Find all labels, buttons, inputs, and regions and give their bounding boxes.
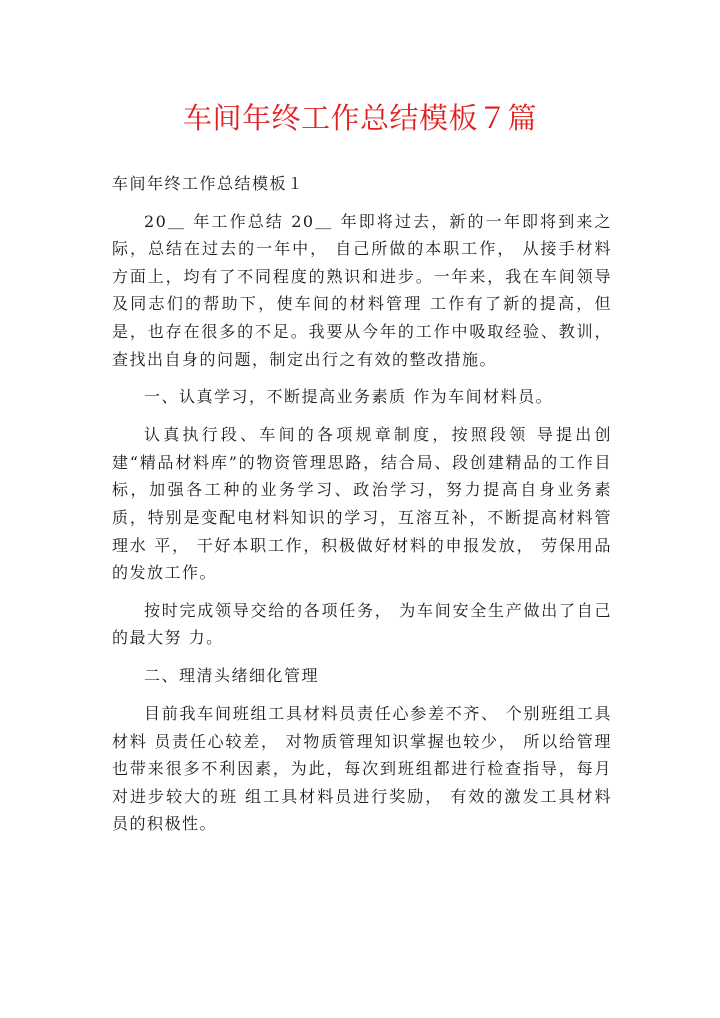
paragraph-intro: 20＿ 年工作总结 20＿ 年即将过去，新的一年即将到来之际，总结在过去的一年中， 自己所做的本职工作， 从接手材料方面上，均有了不同程度的熟识和进步。一年来，我在车间领导及同志们的帮助下，使车间的材料管理 工作有了新的提高，但是，也存在很多的不足。我要从今年的工作中吸取经验、教训，查找出自身的问题，制定出行之有效的整改措施。 (112, 211, 612, 369)
document-body (112, 170, 612, 848)
paragraph-management: 目前我车间班组工具材料员责任心参差不齐、 个别班组工具材料 员责任心较差， 对物质管理知识掌握也较少， 所以给管理也带来很多不利因素，为此，每次到班组都进行检查指导，每月对进步较大的班 组工具材料员进行奖励， 有效的激发工具材料员的积极性。 (112, 704, 612, 834)
section-heading-2: 二、理清头绪细化管理 (144, 666, 320, 686)
document-title: 车间年终工作总结模板７篇 (182, 101, 537, 135)
section-heading-1: 一、认真学习，不断提高业务素质 作为车间材料员。 (144, 387, 554, 407)
document-subtitle: 车间年终工作总结模板１ (112, 174, 305, 193)
paragraph-tasks: 按时完成领导交给的各项任务， 为车间安全生产做出了自己的最大努 力。 (112, 600, 612, 648)
paragraph-study: 认真执行段、车间的各项规章制度，按照段领 导提出创建“精品材料库”的物资管理思路，结合局、段创建精品的工作目标，加强各工种的业务学习、政治学习，努力提高自身业务素 质，特别是变配电材料知识的学习，互溶互补，不断提高材料管理水 平， 干好本职工作，积极做好材料的申报发放， 劳保用品的发放工作。 (112, 425, 612, 583)
